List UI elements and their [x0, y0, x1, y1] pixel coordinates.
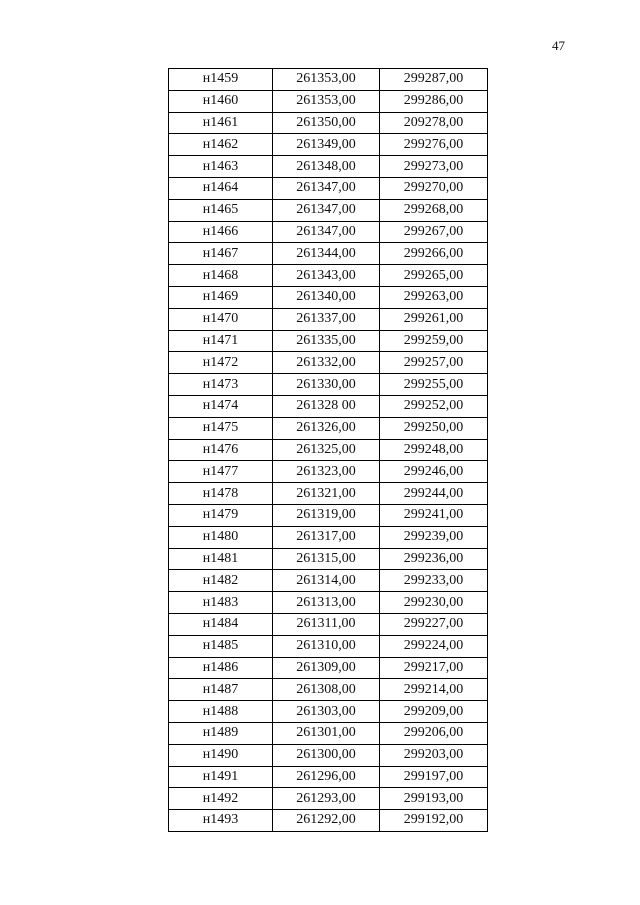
- y-coordinate-cell: 299203,00: [380, 744, 488, 766]
- point-id-cell: н1485: [169, 635, 273, 657]
- table-row: [169, 308, 488, 330]
- table-row: [169, 461, 488, 483]
- coordinates-table: [168, 68, 488, 832]
- y-coordinate-cell: 299236,00: [380, 548, 488, 570]
- y-coordinate-cell: 299244,00: [380, 483, 488, 505]
- table-row: [169, 134, 488, 156]
- table-row: [169, 635, 488, 657]
- point-id-cell: н1489: [169, 722, 273, 744]
- table-row: [169, 374, 488, 396]
- y-coordinate-cell: 299265,00: [380, 265, 488, 287]
- point-id-cell: н1493: [169, 810, 273, 832]
- y-coordinate-cell: 299255,00: [380, 374, 488, 396]
- table-row: [169, 810, 488, 832]
- point-id-cell: н1475: [169, 417, 273, 439]
- x-coordinate-cell: 261328 00: [273, 395, 380, 417]
- x-coordinate-cell: 261323,00: [273, 461, 380, 483]
- y-coordinate-cell: 299273,00: [380, 156, 488, 178]
- table-row: [169, 504, 488, 526]
- x-coordinate-cell: 261347,00: [273, 199, 380, 221]
- point-id-cell: н1469: [169, 286, 273, 308]
- table-row: [169, 417, 488, 439]
- y-coordinate-cell: 299286,00: [380, 90, 488, 112]
- y-coordinate-cell: 299239,00: [380, 526, 488, 548]
- point-id-cell: н1477: [169, 461, 273, 483]
- x-coordinate-cell: 261353,00: [273, 69, 380, 91]
- point-id-cell: н1478: [169, 483, 273, 505]
- point-id-cell: н1483: [169, 592, 273, 614]
- y-coordinate-cell: 299241,00: [380, 504, 488, 526]
- point-id-cell: н1482: [169, 570, 273, 592]
- x-coordinate-cell: 261350,00: [273, 112, 380, 134]
- table-row: [169, 679, 488, 701]
- table-row: [169, 592, 488, 614]
- table-row: [169, 286, 488, 308]
- x-coordinate-cell: 261340,00: [273, 286, 380, 308]
- point-id-cell: н1461: [169, 112, 273, 134]
- point-id-cell: н1491: [169, 766, 273, 788]
- y-coordinate-cell: 299227,00: [380, 613, 488, 635]
- point-id-cell: н1488: [169, 701, 273, 723]
- table-row: [169, 483, 488, 505]
- y-coordinate-cell: 209278,00: [380, 112, 488, 134]
- point-id-cell: н1479: [169, 504, 273, 526]
- x-coordinate-cell: 261325,00: [273, 439, 380, 461]
- x-coordinate-cell: 261292,00: [273, 810, 380, 832]
- point-id-cell: н1465: [169, 199, 273, 221]
- y-coordinate-cell: 299230,00: [380, 592, 488, 614]
- table-row: [169, 744, 488, 766]
- table-row: [169, 722, 488, 744]
- point-id-cell: н1481: [169, 548, 273, 570]
- point-id-cell: н1473: [169, 374, 273, 396]
- y-coordinate-cell: 299261,00: [380, 308, 488, 330]
- y-coordinate-cell: 299287,00: [380, 69, 488, 91]
- table-row: [169, 265, 488, 287]
- table-row: [169, 177, 488, 199]
- y-coordinate-cell: 299257,00: [380, 352, 488, 374]
- x-coordinate-cell: 261313,00: [273, 592, 380, 614]
- table-row: [169, 395, 488, 417]
- x-coordinate-cell: 261343,00: [273, 265, 380, 287]
- x-coordinate-cell: 261293,00: [273, 788, 380, 810]
- y-coordinate-cell: 299259,00: [380, 330, 488, 352]
- point-id-cell: н1490: [169, 744, 273, 766]
- y-coordinate-cell: 299267,00: [380, 221, 488, 243]
- table-row: [169, 243, 488, 265]
- table-row: [169, 657, 488, 679]
- coordinates-table-body: [169, 69, 488, 832]
- x-coordinate-cell: 261332,00: [273, 352, 380, 374]
- table-row: [169, 613, 488, 635]
- table-row: [169, 352, 488, 374]
- x-coordinate-cell: 261344,00: [273, 243, 380, 265]
- x-coordinate-cell: 261347,00: [273, 221, 380, 243]
- table-row: [169, 788, 488, 810]
- y-coordinate-cell: 299246,00: [380, 461, 488, 483]
- y-coordinate-cell: 299276,00: [380, 134, 488, 156]
- x-coordinate-cell: 261300,00: [273, 744, 380, 766]
- y-coordinate-cell: 299197,00: [380, 766, 488, 788]
- x-coordinate-cell: 261335,00: [273, 330, 380, 352]
- y-coordinate-cell: 299206,00: [380, 722, 488, 744]
- point-id-cell: н1487: [169, 679, 273, 701]
- x-coordinate-cell: 261309,00: [273, 657, 380, 679]
- table-row: [169, 701, 488, 723]
- point-id-cell: н1468: [169, 265, 273, 287]
- point-id-cell: н1467: [169, 243, 273, 265]
- point-id-cell: н1492: [169, 788, 273, 810]
- y-coordinate-cell: 299217,00: [380, 657, 488, 679]
- point-id-cell: н1466: [169, 221, 273, 243]
- x-coordinate-cell: 261317,00: [273, 526, 380, 548]
- y-coordinate-cell: 299268,00: [380, 199, 488, 221]
- point-id-cell: н1474: [169, 395, 273, 417]
- table-row: [169, 199, 488, 221]
- y-coordinate-cell: 299263,00: [380, 286, 488, 308]
- table-row: [169, 221, 488, 243]
- table-row: [169, 766, 488, 788]
- y-coordinate-cell: 299266,00: [380, 243, 488, 265]
- y-coordinate-cell: 299193,00: [380, 788, 488, 810]
- table-row: [169, 570, 488, 592]
- point-id-cell: н1472: [169, 352, 273, 374]
- table-row: [169, 548, 488, 570]
- point-id-cell: н1464: [169, 177, 273, 199]
- y-coordinate-cell: 299209,00: [380, 701, 488, 723]
- x-coordinate-cell: 261326,00: [273, 417, 380, 439]
- table-row: [169, 112, 488, 134]
- x-coordinate-cell: 261315,00: [273, 548, 380, 570]
- x-coordinate-cell: 261311,00: [273, 613, 380, 635]
- x-coordinate-cell: 261310,00: [273, 635, 380, 657]
- y-coordinate-cell: 299250,00: [380, 417, 488, 439]
- y-coordinate-cell: 299192,00: [380, 810, 488, 832]
- page-number: 47: [552, 38, 565, 53]
- table-row: [169, 69, 488, 91]
- point-id-cell: н1476: [169, 439, 273, 461]
- x-coordinate-cell: 261296,00: [273, 766, 380, 788]
- x-coordinate-cell: 261319,00: [273, 504, 380, 526]
- y-coordinate-cell: 299270,00: [380, 177, 488, 199]
- point-id-cell: н1460: [169, 90, 273, 112]
- y-coordinate-cell: 299214,00: [380, 679, 488, 701]
- table-row: [169, 330, 488, 352]
- y-coordinate-cell: 299224,00: [380, 635, 488, 657]
- x-coordinate-cell: 261321,00: [273, 483, 380, 505]
- x-coordinate-cell: 261308,00: [273, 679, 380, 701]
- y-coordinate-cell: 299248,00: [380, 439, 488, 461]
- y-coordinate-cell: 299252,00: [380, 395, 488, 417]
- point-id-cell: н1486: [169, 657, 273, 679]
- table-row: [169, 156, 488, 178]
- table-row: [169, 90, 488, 112]
- point-id-cell: н1459: [169, 69, 273, 91]
- x-coordinate-cell: 261347,00: [273, 177, 380, 199]
- x-coordinate-cell: 261301,00: [273, 722, 380, 744]
- point-id-cell: н1480: [169, 526, 273, 548]
- y-coordinate-cell: 299233,00: [380, 570, 488, 592]
- point-id-cell: н1470: [169, 308, 273, 330]
- table-row: [169, 439, 488, 461]
- x-coordinate-cell: 261348,00: [273, 156, 380, 178]
- x-coordinate-cell: 261353,00: [273, 90, 380, 112]
- table-row: [169, 526, 488, 548]
- x-coordinate-cell: 261349,00: [273, 134, 380, 156]
- x-coordinate-cell: 261337,00: [273, 308, 380, 330]
- point-id-cell: н1462: [169, 134, 273, 156]
- point-id-cell: н1484: [169, 613, 273, 635]
- point-id-cell: н1471: [169, 330, 273, 352]
- point-id-cell: н1463: [169, 156, 273, 178]
- x-coordinate-cell: 261330,00: [273, 374, 380, 396]
- x-coordinate-cell: 261314,00: [273, 570, 380, 592]
- x-coordinate-cell: 261303,00: [273, 701, 380, 723]
